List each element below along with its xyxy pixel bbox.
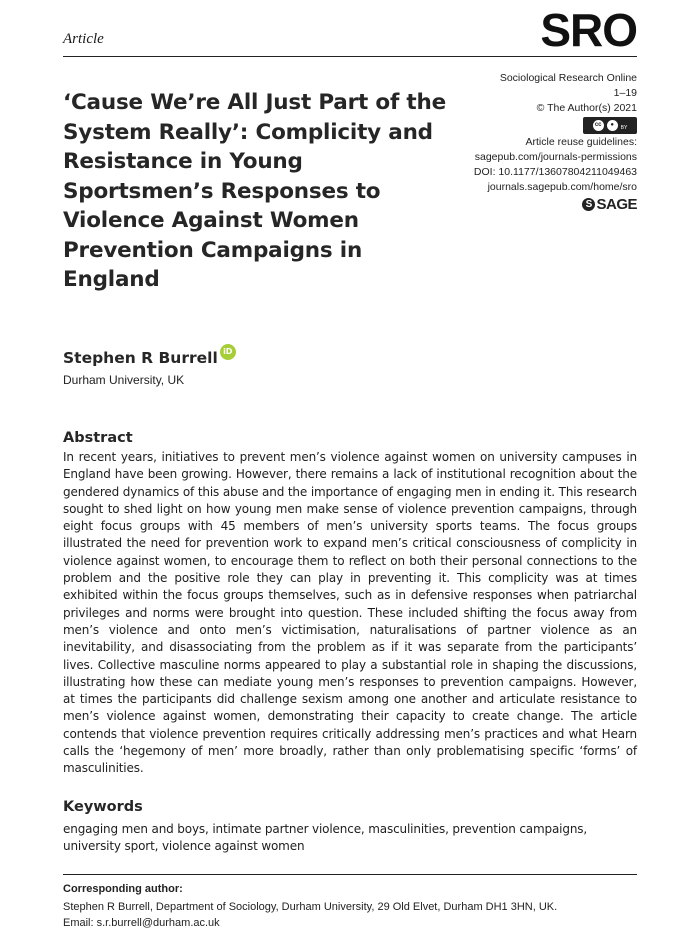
- publisher-name: SAGE: [596, 196, 637, 213]
- article-type-label: Article: [63, 31, 104, 47]
- abstract-heading: Abstract: [63, 430, 133, 446]
- footer-rule: [63, 874, 637, 875]
- author-line: [63, 349, 236, 367]
- page-range: 1–19: [613, 87, 637, 99]
- keywords-text: engaging men and boys, intimate partner violence, masculinities, prevention campaigns, university sport, violence against women: [63, 822, 588, 854]
- sage-logo-icon: S: [582, 198, 595, 211]
- article-metadata: [474, 71, 637, 212]
- publisher-logo: [582, 197, 637, 212]
- reuse-label: Article reuse guidelines:: [525, 136, 637, 148]
- doi[interactable]: DOI: 10.1177/13607804211049463: [473, 166, 637, 178]
- corresponding-author-details: [63, 899, 557, 931]
- article-title: ‘Cause We’re All Just Part of the System Really’: Complicity and Resistance in Young Sportsmen’s Responses to Violence Against Women Prevention Campaigns in England: [63, 90, 446, 292]
- permissions-link[interactable]: sagepub.com/journals-permissions: [474, 151, 637, 163]
- corresponding-email[interactable]: Email: s.r.burrell@durham.ac.uk: [63, 917, 220, 929]
- keywords-heading: Keywords: [63, 799, 143, 815]
- author-name: Stephen R Burrell: [63, 349, 218, 367]
- copyright-notice: © The Author(s) 2021: [536, 102, 637, 114]
- corresponding-author-heading: Corresponding author:: [63, 883, 183, 895]
- journal-link[interactable]: journals.sagepub.com/home/sro: [487, 181, 637, 193]
- orcid-icon[interactable]: iD: [220, 344, 236, 360]
- journal-logo: SRO: [540, 4, 637, 56]
- corresponding-address: Stephen R Burrell, Department of Sociology, Durham University, 29 Old Elvet, Durham DH1 3HN, UK.: [63, 901, 558, 913]
- author-affiliation: Durham University, UK: [63, 373, 185, 387]
- journal-name: Sociological Research Online: [499, 72, 637, 84]
- abstract-text: In recent years, initiatives to prevent men’s violence against women on university campuses in England have been growing. However, there remains a lack of institutional recognition about the gendered dynamics of this abuse and the importance of engaging men in ending it. This research sought to shed light on how young men make sense of violence prevention campaigns, through eight focus groups with 45 members of men’s university sports teams. The focus groups illustrated the need for prevention work to expand men’s critical consciousness of complicity in violence against women, to encourage them to reflect on both their personal connections to the problem and the positive role they can play in preventing it. This complicity was at times exhibited within the focus groups themselves, such as in defensive responses when patriarchal privileges and norms were brought into question. These included shifting the focus away from men’s violence and onto men’s victimisation, naturalisations of partner violence as an inevitability, and disassociating from the problem as if it was separate from the participants’ lives. Collective masculine norms appeared to play a substantial role in shaping the discussions, illustrating how these can mediate young men’s responses to prevention campaigns. However, at times the participants did challenge sexism among one another and articulate resistance to men’s violence against women, demonstrating their capacity to create change. The article contends that violence prevention requires critically addressing men’s practices and what Hearn calls the ‘hegemony of men’ more broadly, rather than only problematising specific ‘forms’ of masculinities.: [63, 450, 637, 776]
- cc-by-icon[interactable]: cc ● BY: [583, 117, 637, 134]
